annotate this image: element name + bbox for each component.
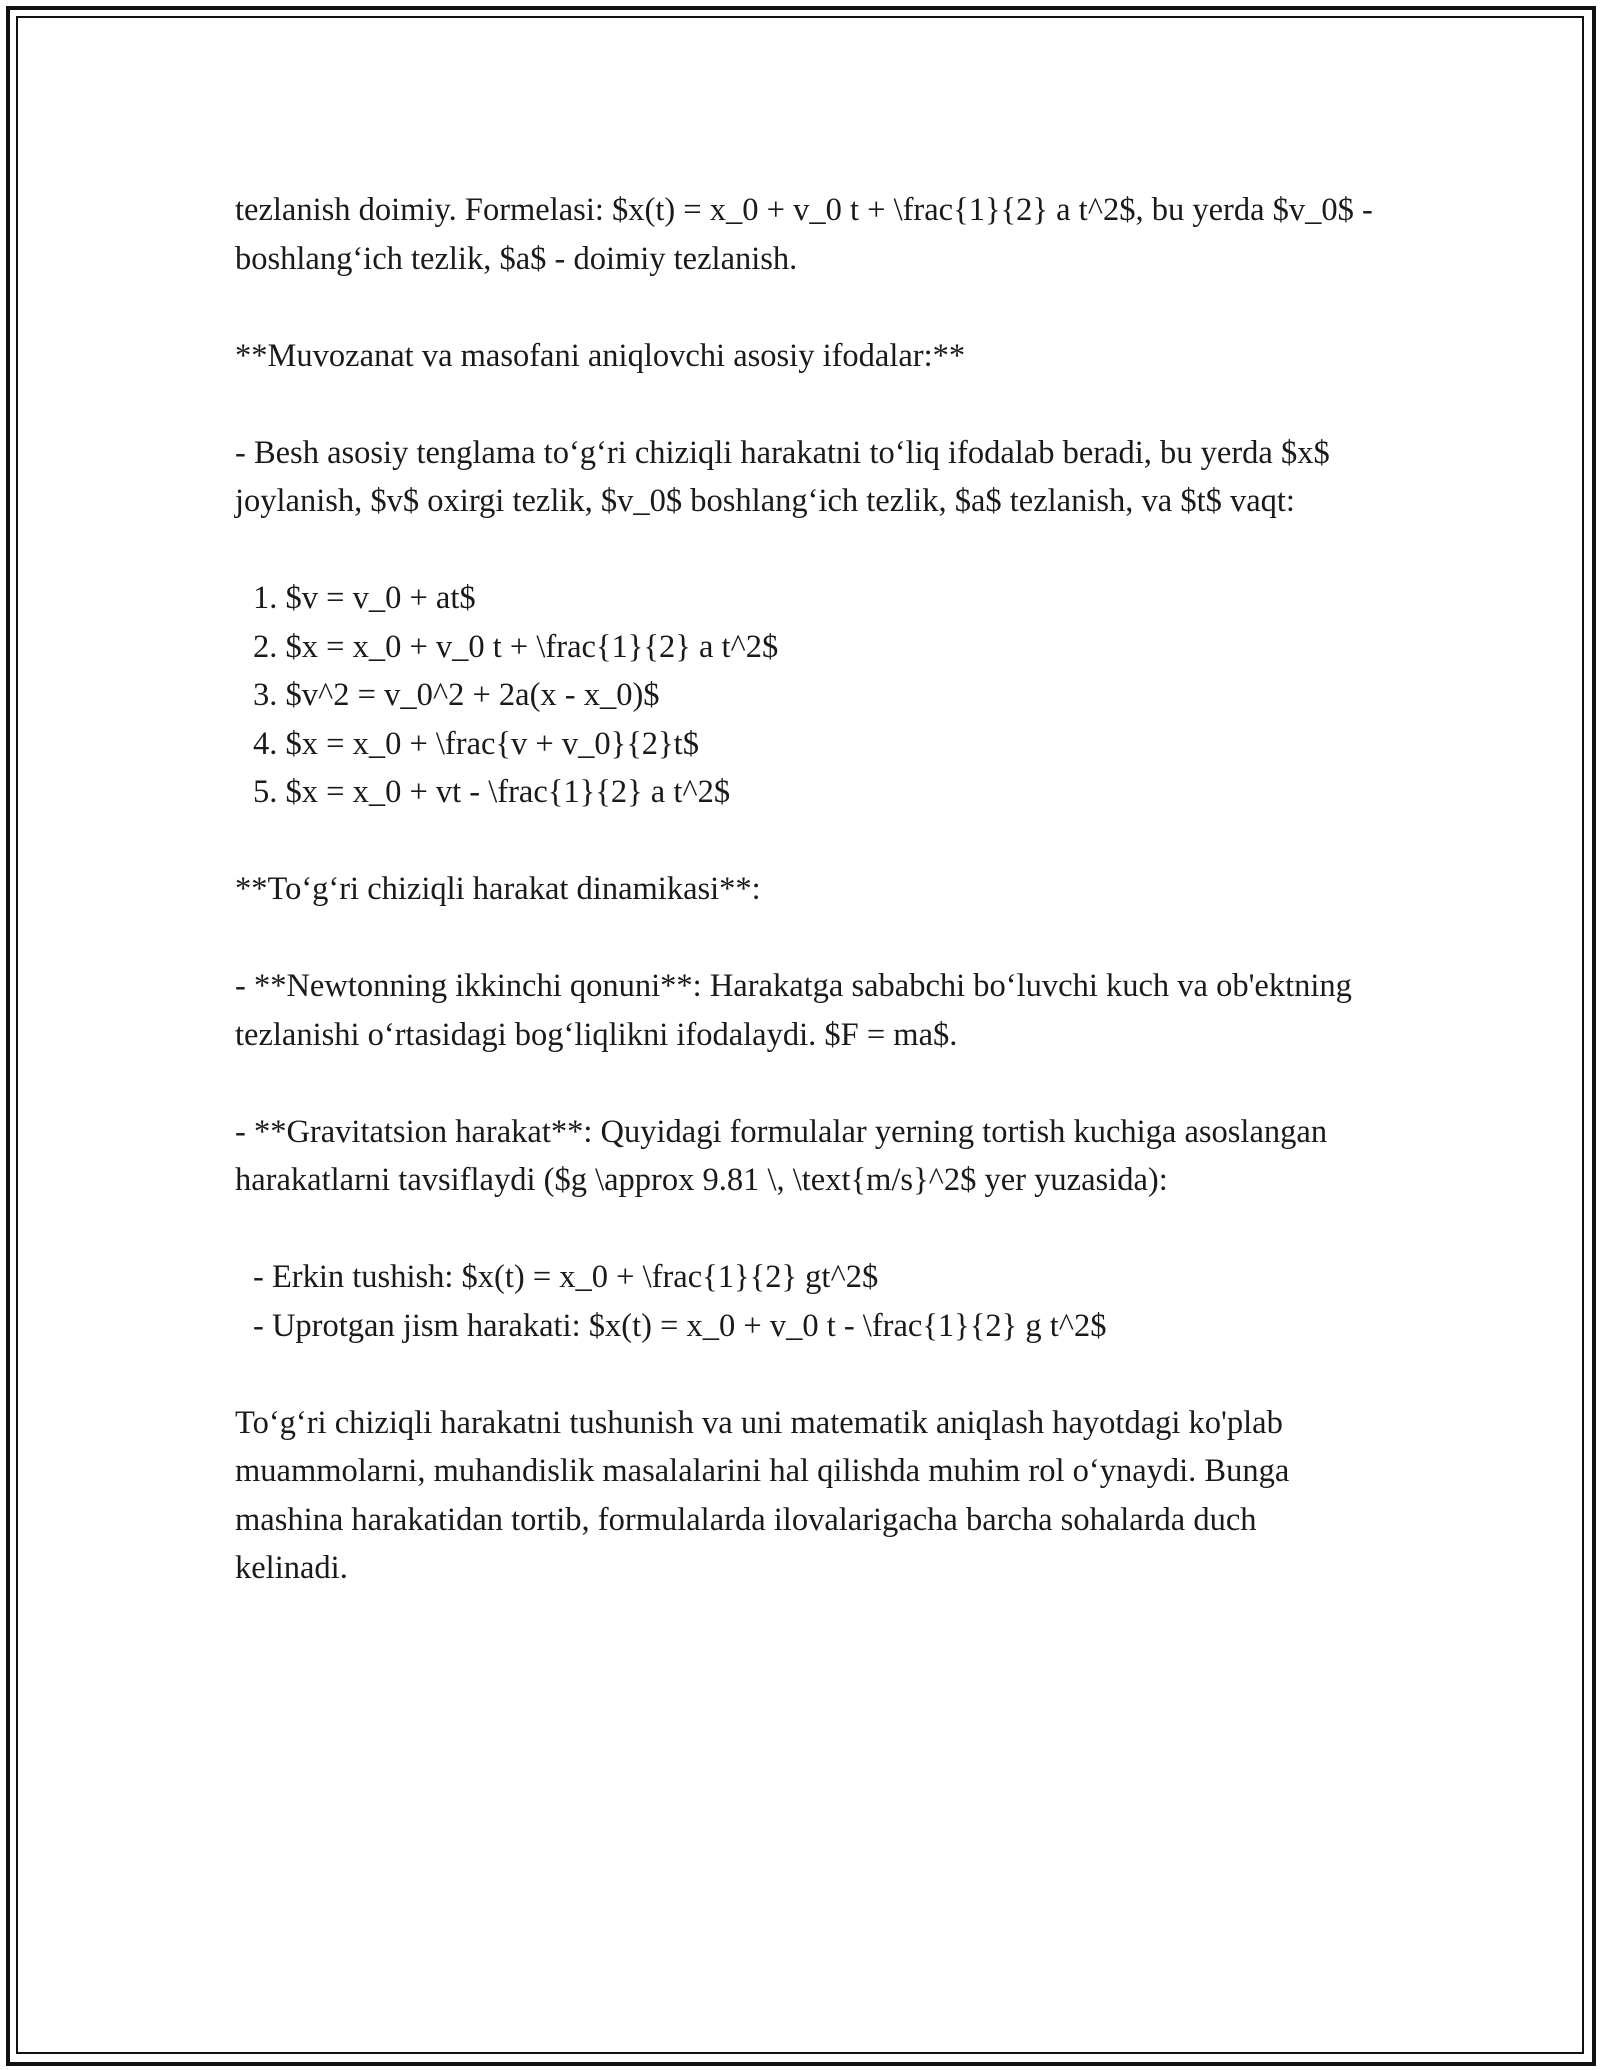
besh-tenglama-paragraph: - Besh asosiy tenglama to‘g‘ri chiziqli harakatni to‘liq ifodalab beradi, bu yerda $x$ joylanish, $v$ oxirgi tezlik, $v_0$ boshlang‘ich tezlik, $a$ tezlanish, va $t$ vaqt:	[235, 434, 1330, 519]
gravity-item: - Uprotgan jism harakati: $x(t) = x_0 + v_0 t - \frac{1}{2} g t^2$	[253, 1307, 1107, 1344]
equation-item: 2. $x = x_0 + v_0 t + \frac{1}{2} a t^2$	[253, 628, 779, 665]
document-body	[235, 186, 1375, 1593]
section-heading-muvozanat: **Muvozanat va masofani aniqlovchi asosiy ifodalar:**	[235, 337, 966, 374]
section-heading-dinamika: **To‘g‘ri chiziqli harakat dinamikasi**:	[235, 871, 761, 907]
paragraph-gap	[235, 526, 1375, 575]
intro-paragraph: tezlanish doimiy. Formelasi: $x(t) = x_0 + v_0 t + \frac{1}{2} a t^2$, bu yerda $v_0$ - boshlang‘ich tezlik, $a$ - doimiy tezlanish.	[235, 192, 1373, 277]
newton-paragraph: - **Newtonning ikkinchi qonuni**: Harakatga sababchi bo‘luvchi kuch va ob'ektning tezlanishi o‘rtasidagi bog‘liqlikni ifodalaydi. $F = ma$.	[235, 968, 1352, 1053]
paragraph-gap	[235, 1350, 1375, 1399]
equation-list	[235, 574, 1375, 817]
equation-item: 3. $v^2 = v_0^2 + 2a(x - x_0)$	[253, 677, 660, 713]
paragraph-gap	[235, 914, 1375, 963]
gravity-item: - Erkin tushish: $x(t) = x_0 + \frac{1}{2} gt^2$	[253, 1259, 879, 1295]
equation-item: 4. $x = x_0 + \frac{v + v_0}{2}t$	[253, 725, 699, 762]
gravity-paragraph: - **Gravitatsion harakat**: Quyidagi formulalar yerning tortish kuchiga asoslangan harakatlarni tavsiflaydi ($g \approx 9.81 \, \text{m/s}^2$ yer yuzasida):	[235, 1113, 1328, 1198]
equation-item: 5. $x = x_0 + vt - \frac{1}{2} a t^2$	[253, 774, 731, 810]
paragraph-gap	[235, 283, 1375, 332]
paragraph-gap	[235, 1205, 1375, 1254]
gravity-list	[235, 1253, 1375, 1350]
equation-item: 1. $v = v_0 + at$	[253, 580, 476, 616]
paragraph-gap	[235, 1059, 1375, 1108]
paragraph-gap	[235, 380, 1375, 429]
conclusion-paragraph: To‘g‘ri chiziqli harakatni tushunish va uni matematik aniqlash hayotdagi ko'plab muammolarni, muhandislik masalalarini hal qilishda muhim rol o‘ynaydi. Bunga mashina harakatidan tortib, formulalarda ilovalarigacha barcha sohalarda duch kelinadi.	[235, 1404, 1290, 1586]
paragraph-gap	[235, 817, 1375, 866]
